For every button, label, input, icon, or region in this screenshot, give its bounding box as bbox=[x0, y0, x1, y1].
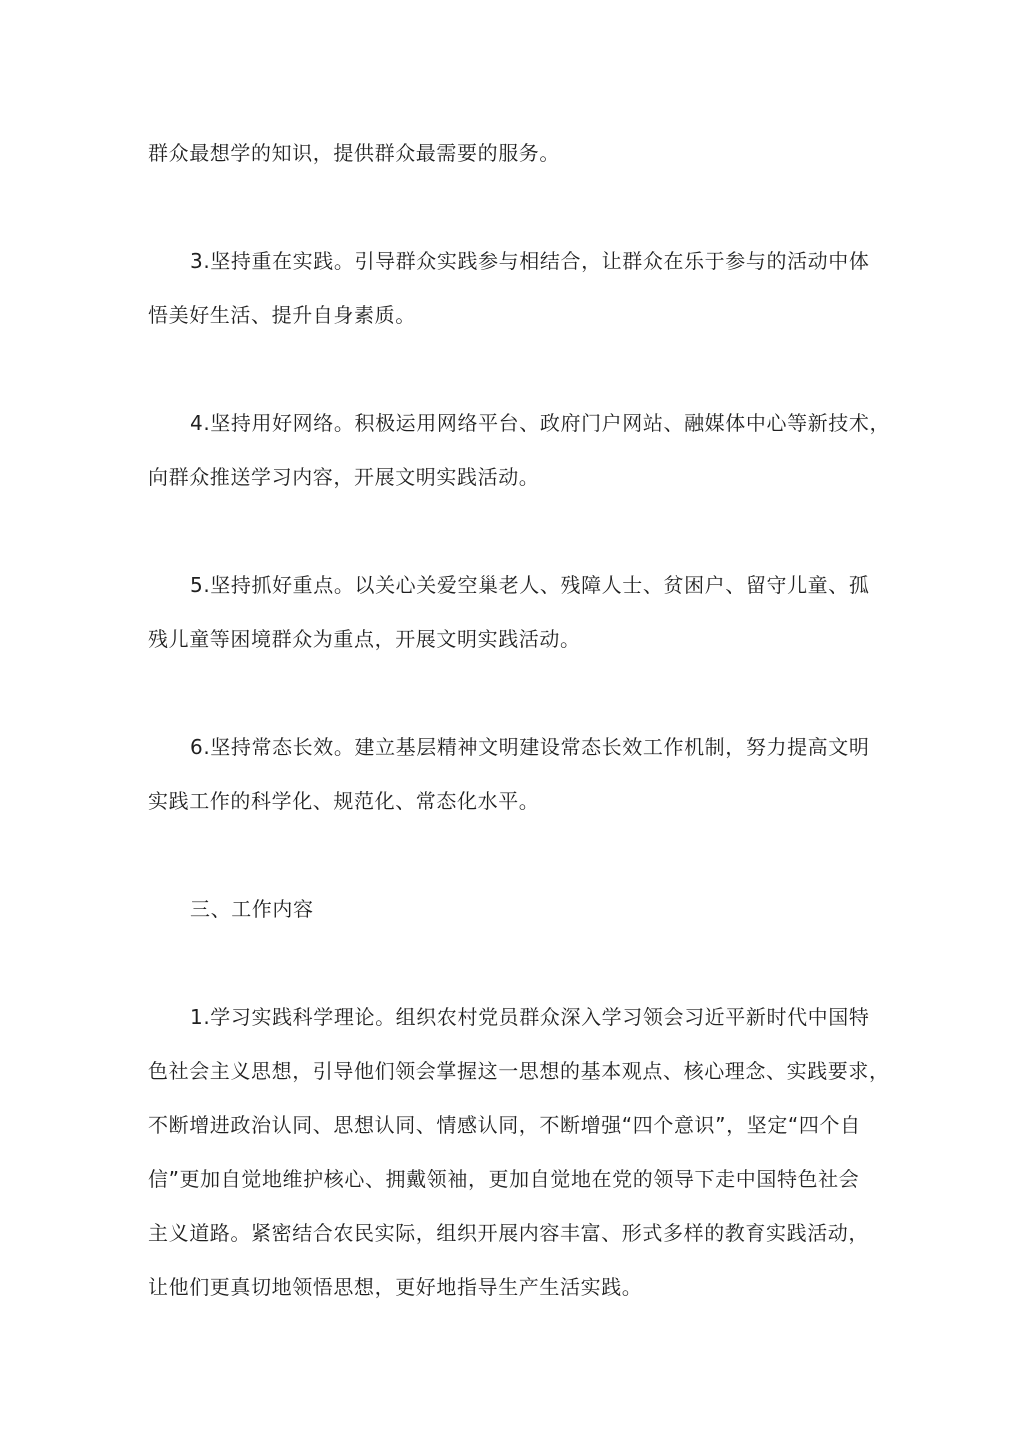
text-line: 色社会主义思想，引导他们领会掌握这一思想的基本观点、核心理念、实践要求， bbox=[148, 1059, 890, 1083]
paragraph-content-1 bbox=[148, 990, 888, 1314]
paragraph-item-6 bbox=[148, 720, 888, 828]
paragraph-item-5 bbox=[148, 558, 888, 666]
text-line: 5.坚持抓好重点。以关心关爱空巢老人、残障人士、贫困户、留守儿童、孤 bbox=[190, 573, 870, 597]
text-line: 信”更加自觉地维护核心、拥戴领袖，更加自觉地在党的领导下走中国特色社会 bbox=[148, 1167, 860, 1191]
text-line: 6.坚持常态长效。建立基层精神文明建设常态长效工作机制，努力提高文明 bbox=[190, 735, 870, 759]
text-line: 悟美好生活、提升自身素质。 bbox=[148, 303, 416, 327]
document-page bbox=[148, 126, 891, 1368]
text-line: 群众最想学的知识，提供群众最需要的服务。 bbox=[148, 141, 560, 165]
section-heading-text: 三、工作内容 bbox=[190, 897, 314, 921]
text-line: 让他们更真切地领悟思想，更好地指导生产生活实践。 bbox=[148, 1275, 643, 1299]
text-line: 实践工作的科学化、规范化、常态化水平。 bbox=[148, 789, 540, 813]
paragraph-item-3 bbox=[148, 234, 888, 342]
paragraph-item-4 bbox=[148, 396, 891, 504]
text-line: 残儿童等困境群众为重点，开展文明实践活动。 bbox=[148, 627, 581, 651]
paragraph-continuation bbox=[148, 126, 888, 180]
section-heading bbox=[148, 882, 888, 936]
text-line: 向群众推送学习内容，开展文明实践活动。 bbox=[148, 465, 540, 489]
text-line: 1.学习实践科学理论。组织农村党员群众深入学习领会习近平新时代中国特 bbox=[190, 1005, 870, 1029]
text-line: 4.坚持用好网络。积极运用网络平台、政府门户网站、融媒体中心等新技术， bbox=[190, 411, 891, 435]
text-line: 不断增进政治认同、思想认同、情感认同，不断增强“四个意识”，坚定“四个自 bbox=[148, 1113, 861, 1137]
text-line: 主义道路。紧密结合农民实际，组织开展内容丰富、形式多样的教育实践活动， bbox=[148, 1221, 869, 1245]
text-line: 3.坚持重在实践。引导群众实践参与相结合，让群众在乐于参与的活动中体 bbox=[190, 249, 870, 273]
